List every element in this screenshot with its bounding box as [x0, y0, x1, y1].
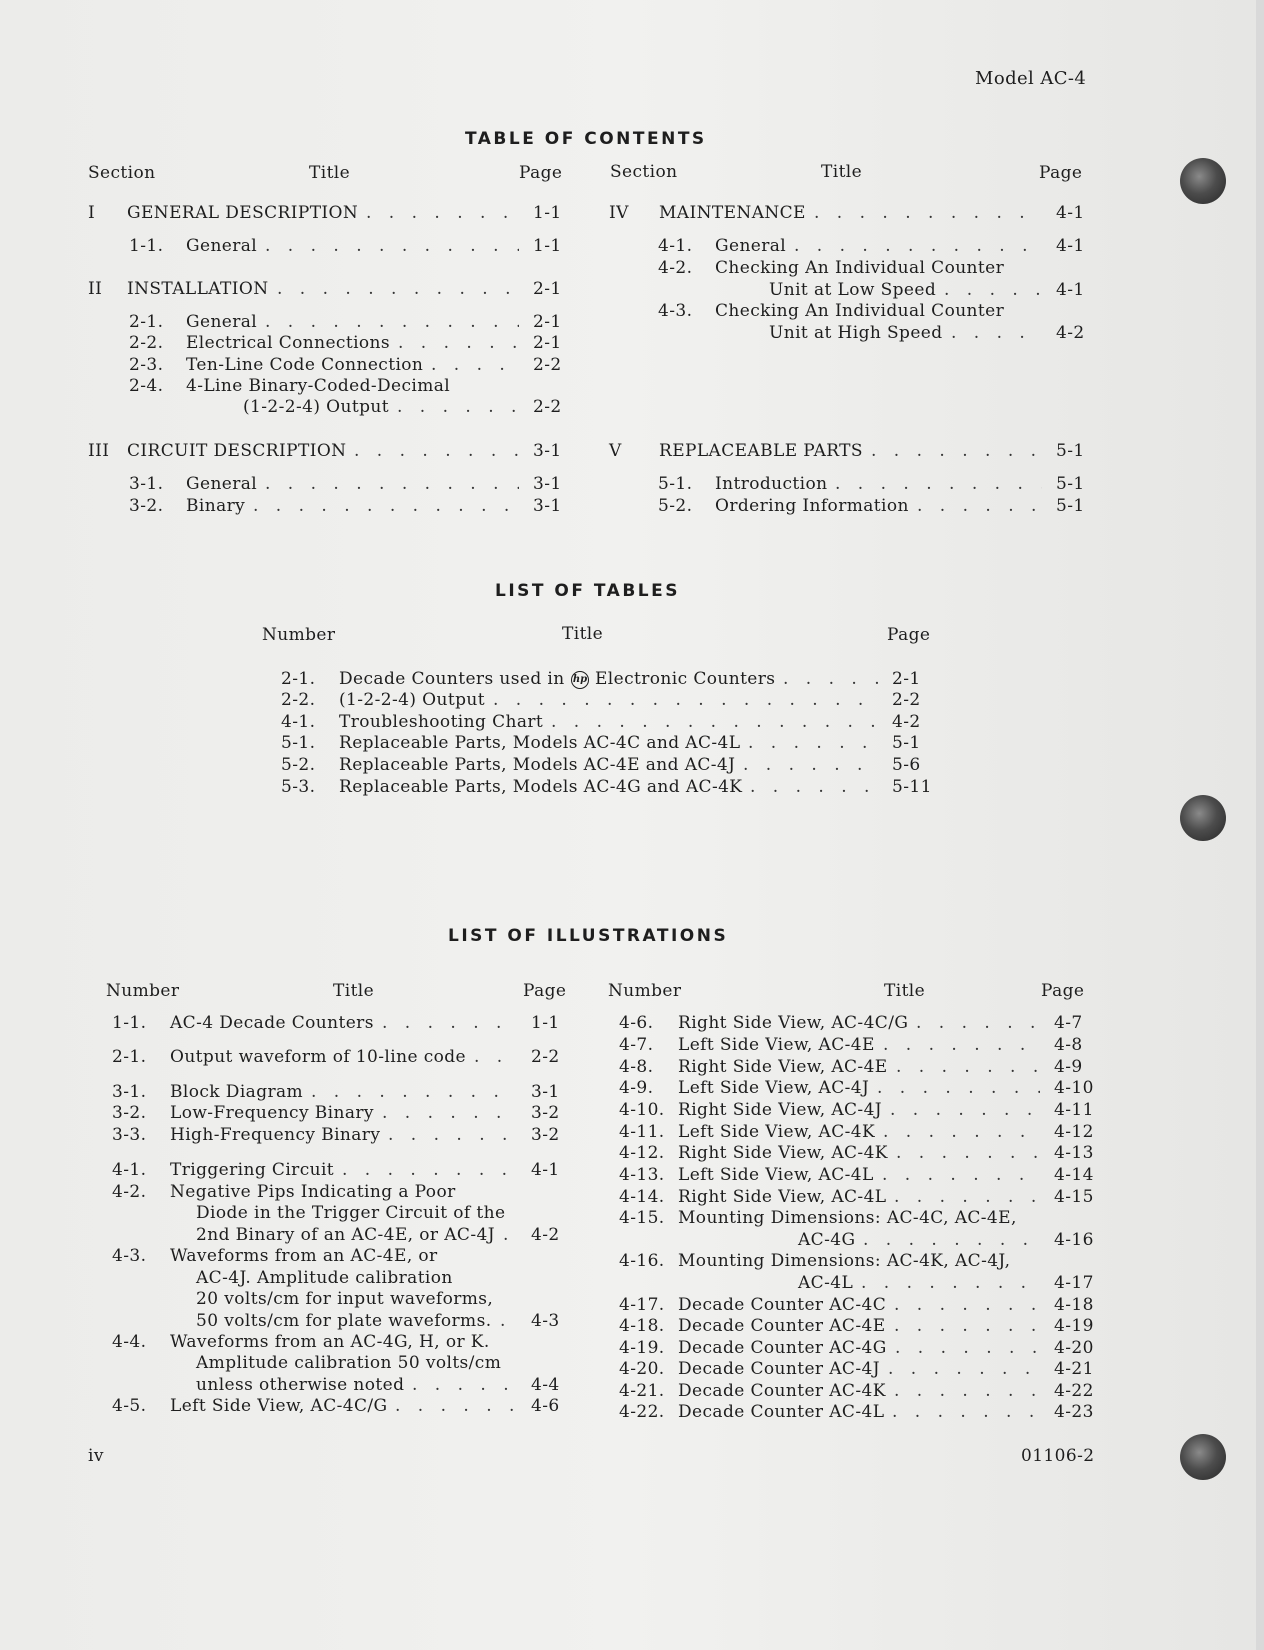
entry-title: Mounting Dimensions: AC-4K, AC-4J, — [678, 1251, 1011, 1271]
entry-title: Right Side View, AC-4K — [678, 1143, 888, 1163]
dot-leader — [871, 441, 1042, 461]
entry-page: 3-1 — [533, 496, 562, 516]
entry-number: 4-5. — [112, 1396, 147, 1416]
tables-col-page: Page — [887, 625, 931, 645]
entry-page: 5-1 — [1056, 441, 1085, 461]
entry-number: 3-3. — [112, 1125, 147, 1145]
entry-number: 1-1. — [112, 1013, 147, 1033]
entry-title: High-Frequency Binary — [170, 1125, 381, 1145]
entry-number: 5-1. — [281, 733, 316, 753]
entry-title-suffix: Electronic Counters — [595, 669, 776, 689]
entry-page: 4-2 — [1056, 323, 1085, 343]
entry-title: Amplitude calibration 50 volts/cm — [196, 1353, 502, 1373]
entry-page: 3-2 — [531, 1103, 560, 1123]
dot-leader — [412, 1375, 517, 1395]
dot-leader — [397, 397, 519, 417]
toc-col-page-left: Page — [519, 163, 563, 183]
entry-number: I — [88, 203, 96, 223]
dot-leader — [395, 1396, 517, 1416]
dot-leader — [398, 333, 519, 353]
entry-page: 2-2 — [533, 397, 562, 417]
entry-number: 4-18. — [619, 1316, 665, 1336]
dot-leader — [382, 1013, 517, 1033]
dot-leader — [750, 777, 878, 797]
entry-title: General — [186, 312, 258, 332]
tables-col-title: Title — [562, 624, 604, 644]
entry-title: GENERAL DESCRIPTION — [127, 203, 359, 223]
entry-page: 4-14 — [1054, 1165, 1094, 1185]
dot-leader — [892, 1402, 1040, 1422]
dot-leader — [916, 1013, 1040, 1033]
entry-title: REPLACEABLE PARTS — [659, 441, 863, 461]
entry-number: 4-14. — [619, 1187, 665, 1207]
illustrations-heading: LIST OF ILLUSTRATIONS — [448, 926, 729, 946]
dot-leader — [265, 474, 519, 494]
entry-page: 4-1 — [1056, 203, 1085, 223]
entry-page: 3-1 — [533, 441, 562, 461]
entry-page: 2-1 — [533, 279, 562, 299]
entry-page: 5-11 — [892, 777, 932, 797]
entry-title: Left Side View, AC-4J — [678, 1078, 870, 1098]
entry-number: IV — [609, 203, 629, 223]
dot-leader — [265, 236, 519, 256]
entry-title: Decade Counter AC-4C — [678, 1295, 887, 1315]
entry-title: AC-4 Decade Counters — [170, 1013, 374, 1033]
entry-title: Unit at High Speed — [769, 323, 943, 343]
entry-title: (1-2-2-4) Output — [339, 690, 485, 710]
entry-page: 1-1 — [533, 203, 562, 223]
entry-page: 4-1 — [1056, 236, 1085, 256]
entry-page: 4-8 — [1054, 1035, 1083, 1055]
entry-page: 4-4 — [531, 1375, 560, 1395]
entry-title: Triggering Circuit — [170, 1160, 335, 1180]
entry-number: 4-21. — [619, 1381, 665, 1401]
entry-page: 2-1 — [892, 669, 921, 689]
dot-leader — [748, 733, 878, 753]
model-label: Model AC-4 — [975, 68, 1087, 89]
entry-title: Checking An Individual Counter — [715, 258, 1005, 278]
entry-page: 4-12 — [1054, 1122, 1094, 1142]
entry-number: III — [88, 441, 110, 461]
entry-number: II — [88, 279, 103, 299]
entry-title: Right Side View, AC-4J — [678, 1100, 883, 1120]
toc-heading: TABLE OF CONTENTS — [465, 129, 707, 149]
illus-col-page-right: Page — [1041, 981, 1085, 1001]
entry-title: Troubleshooting Chart — [339, 712, 544, 732]
entry-page: 4-2 — [531, 1225, 560, 1245]
entry-title: Negative Pips Indicating a Poor — [170, 1182, 456, 1202]
dot-leader — [431, 355, 519, 375]
dot-leader — [277, 279, 519, 299]
dot-leader — [917, 496, 1042, 516]
entry-number: 4-12. — [619, 1143, 665, 1163]
entry-title: (1-2-2-4) Output — [243, 397, 389, 417]
entry-title: Waveforms from an AC-4E, or — [170, 1246, 438, 1266]
dot-leader — [894, 1187, 1040, 1207]
entry-title: Decade Counter AC-4E — [678, 1316, 886, 1336]
entry-number: 4-11. — [619, 1122, 665, 1142]
dot-leader — [894, 1316, 1040, 1336]
entry-page: 2-2 — [533, 355, 562, 375]
entry-title: Decade Counter AC-4J — [678, 1359, 880, 1379]
entry-title: Right Side View, AC-4C/G — [678, 1013, 909, 1033]
entry-page: 4-11 — [1054, 1100, 1094, 1120]
entry-title: 4-Line Binary-Coded-Decimal — [186, 376, 451, 396]
dot-leader — [861, 1273, 1040, 1293]
entry-title: Checking An Individual Counter — [715, 301, 1005, 321]
dot-leader — [883, 1035, 1040, 1055]
dot-leader — [474, 1047, 517, 1067]
dot-leader — [814, 203, 1042, 223]
entry-title: Right Side View, AC-4E — [678, 1057, 888, 1077]
entry-title: General — [186, 474, 258, 494]
entry-number: V — [609, 441, 622, 461]
dot-leader — [311, 1082, 517, 1102]
entry-title: Left Side View, AC-4C/G — [170, 1396, 388, 1416]
entry-page: 4-13 — [1054, 1143, 1094, 1163]
entry-title: Unit at Low Speed — [769, 280, 937, 300]
entry-number: 4-3. — [112, 1246, 147, 1266]
toc-col-section-right: Section — [610, 162, 678, 182]
entry-number: 4-2. — [112, 1182, 147, 1202]
entry-number: 4-3. — [658, 301, 693, 321]
entry-title: MAINTENANCE — [659, 203, 806, 223]
entry-title: Ten-Line Code Connection — [186, 355, 424, 375]
entry-page: 2-2 — [531, 1047, 560, 1067]
dot-leader — [888, 1359, 1040, 1379]
entry-title: Output waveform of 10-line code — [170, 1047, 467, 1067]
entry-page: 4-16 — [1054, 1230, 1094, 1250]
entry-title: Decade Counter AC-4K — [678, 1381, 886, 1401]
entry-page: 4-9 — [1054, 1057, 1083, 1077]
entry-number: 4-10. — [619, 1100, 665, 1120]
entry-title: AC-4G — [798, 1230, 856, 1250]
entry-number: 5-1. — [658, 474, 693, 494]
entry-title: 2nd Binary of an AC-4E, or AC-4J — [196, 1225, 495, 1245]
entry-number: 5-2. — [658, 496, 693, 516]
entry-title: Decade Counter AC-4G — [678, 1338, 887, 1358]
illus-col-title-left: Title — [333, 981, 375, 1001]
entry-title: Decade Counters used in — [339, 669, 565, 689]
dot-leader — [503, 1225, 517, 1245]
tables-heading: LIST OF TABLES — [495, 581, 680, 601]
entry-title: unless otherwise noted — [196, 1375, 405, 1395]
illus-col-page-left: Page — [523, 981, 567, 1001]
dot-leader — [366, 203, 519, 223]
entry-page: 4-15 — [1054, 1187, 1094, 1207]
entry-number: 2-1. — [281, 669, 316, 689]
entry-page: 5-1 — [892, 733, 921, 753]
entry-number: 4-2. — [658, 258, 693, 278]
entry-number: 3-2. — [129, 496, 164, 516]
entry-title: Left Side View, AC-4L — [678, 1165, 874, 1185]
entry-title: Ordering Information — [715, 496, 909, 516]
entry-page: 4-1 — [531, 1160, 560, 1180]
entry-page: 4-22 — [1054, 1381, 1094, 1401]
dot-leader — [944, 280, 1042, 300]
entry-page: 4-23 — [1054, 1402, 1094, 1422]
toc-col-section-left: Section — [88, 163, 156, 183]
entry-page: 4-21 — [1054, 1359, 1094, 1379]
binder-hole-middle — [1180, 795, 1226, 841]
entry-title: AC-4J. Amplitude calibration — [196, 1268, 453, 1288]
dot-leader — [863, 1230, 1040, 1250]
entry-page: 5-1 — [1056, 496, 1085, 516]
entry-page: 4-18 — [1054, 1295, 1094, 1315]
dot-leader — [265, 312, 519, 332]
entry-number: 3-1. — [129, 474, 164, 494]
entry-number: 2-3. — [129, 355, 164, 375]
entry-page: 1-1 — [533, 236, 562, 256]
dot-leader — [895, 1338, 1040, 1358]
entry-number: 2-4. — [129, 376, 164, 396]
entry-number: 4-1. — [658, 236, 693, 256]
binder-hole-top — [1180, 158, 1226, 204]
dot-leader — [342, 1160, 517, 1180]
entry-title: General — [715, 236, 787, 256]
dot-leader — [783, 669, 878, 689]
entry-page: 4-20 — [1054, 1338, 1094, 1358]
entry-number: 4-1. — [281, 712, 316, 732]
entry-number: 2-2. — [129, 333, 164, 353]
entry-page: 5-6 — [892, 755, 921, 775]
illus-col-number-left: Number — [106, 981, 180, 1001]
entry-page: 4-2 — [892, 712, 921, 732]
entry-title: INSTALLATION — [127, 279, 269, 299]
entry-title: Decade Counter AC-4L — [678, 1402, 885, 1422]
entry-page: 3-2 — [531, 1125, 560, 1145]
dot-leader — [835, 474, 1042, 494]
entry-title: Replaceable Parts, Models AC-4C and AC-4L — [339, 733, 741, 753]
entry-number: 5-3. — [281, 777, 316, 797]
toc-col-title-right: Title — [821, 162, 863, 182]
dot-leader — [896, 1143, 1040, 1163]
entry-number: 4-19. — [619, 1338, 665, 1358]
hp-logo: hp — [571, 671, 589, 689]
entry-title: AC-4L — [798, 1273, 854, 1293]
entry-number: 4-6. — [619, 1013, 654, 1033]
toc-col-title-left: Title — [309, 163, 351, 183]
dot-leader — [894, 1295, 1040, 1315]
entry-title: General — [186, 236, 258, 256]
dot-leader — [883, 1122, 1040, 1142]
illus-col-title-right: Title — [884, 981, 926, 1001]
entry-page: 4-10 — [1054, 1078, 1094, 1098]
entry-number: 2-1. — [112, 1047, 147, 1067]
entry-number: 4-20. — [619, 1359, 665, 1379]
dot-leader — [882, 1165, 1040, 1185]
dot-leader — [500, 1311, 517, 1331]
dot-leader — [896, 1057, 1040, 1077]
illus-col-number-right: Number — [608, 981, 682, 1001]
entry-title: Replaceable Parts, Models AC-4E and AC-4J — [339, 755, 736, 775]
entry-page: 4-17 — [1054, 1273, 1094, 1293]
dot-leader — [794, 236, 1042, 256]
entry-title: CIRCUIT DESCRIPTION — [127, 441, 347, 461]
entry-page: 4-6 — [531, 1396, 560, 1416]
entry-number: 4-4. — [112, 1332, 147, 1352]
entry-number: 4-17. — [619, 1295, 665, 1315]
entry-number: 4-8. — [619, 1057, 654, 1077]
entry-page: 2-1 — [533, 312, 562, 332]
entry-number: 4-1. — [112, 1160, 147, 1180]
dot-leader — [354, 441, 519, 461]
entry-page: 3-1 — [531, 1082, 560, 1102]
dot-leader — [551, 712, 878, 732]
entry-page: 4-1 — [1056, 280, 1085, 300]
entry-title: Block Diagram — [170, 1082, 304, 1102]
entry-page: 2-2 — [892, 690, 921, 710]
dot-leader — [382, 1103, 517, 1123]
toc-col-page-right: Page — [1039, 163, 1083, 183]
entry-number: 4-7. — [619, 1035, 654, 1055]
entry-page: 4-7 — [1054, 1013, 1083, 1033]
entry-page: 4-19 — [1054, 1316, 1094, 1336]
binder-hole-bottom — [1180, 1434, 1226, 1480]
dot-leader — [253, 496, 519, 516]
dot-leader — [493, 690, 878, 710]
entry-title: Replaceable Parts, Models AC-4G and AC-4K — [339, 777, 743, 797]
entry-page: 3-1 — [533, 474, 562, 494]
entry-title: Introduction — [715, 474, 828, 494]
entry-number: 4-9. — [619, 1078, 654, 1098]
entry-title: Mounting Dimensions: AC-4C, AC-4E, — [678, 1208, 1017, 1228]
entry-title: Waveforms from an AC-4G, H, or K. — [170, 1332, 490, 1352]
entry-page: 1-1 — [531, 1013, 560, 1033]
entry-number: 3-2. — [112, 1103, 147, 1123]
entry-number: 4-16. — [619, 1251, 665, 1271]
entry-number: 3-1. — [112, 1082, 147, 1102]
entry-title: 20 volts/cm for input waveforms, — [196, 1289, 494, 1309]
entry-number: 4-13. — [619, 1165, 665, 1185]
entry-number: 4-22. — [619, 1402, 665, 1422]
dot-leader — [890, 1100, 1040, 1120]
dot-leader — [388, 1125, 517, 1145]
entry-page: 4-3 — [531, 1311, 560, 1331]
dot-leader — [743, 755, 878, 775]
entry-page: 2-1 — [533, 333, 562, 353]
entry-number: 2-1. — [129, 312, 164, 332]
entry-title: Right Side View, AC-4L — [678, 1187, 887, 1207]
footer-doc-number: 01106-2 — [1021, 1446, 1095, 1466]
entry-page: 5-1 — [1056, 474, 1085, 494]
entry-title: Diode in the Trigger Circuit of the — [196, 1203, 506, 1223]
entry-title: Left Side View, AC-4E — [678, 1035, 875, 1055]
entry-title: Low-Frequency Binary — [170, 1103, 374, 1123]
entry-title: Electrical Connections — [186, 333, 391, 353]
entry-number: 1-1. — [129, 236, 164, 256]
footer-page-label: iv — [88, 1446, 104, 1466]
dot-leader — [951, 323, 1042, 343]
entry-number: 4-15. — [619, 1208, 665, 1228]
entry-title: Binary — [186, 496, 246, 516]
entry-title: 50 volts/cm for plate waveforms. — [196, 1311, 492, 1331]
dot-leader — [894, 1381, 1040, 1401]
dot-leader — [877, 1078, 1040, 1098]
entry-number: 2-2. — [281, 690, 316, 710]
entry-number: 5-2. — [281, 755, 316, 775]
tables-col-number: Number — [262, 625, 336, 645]
entry-title: Left Side View, AC-4K — [678, 1122, 876, 1142]
